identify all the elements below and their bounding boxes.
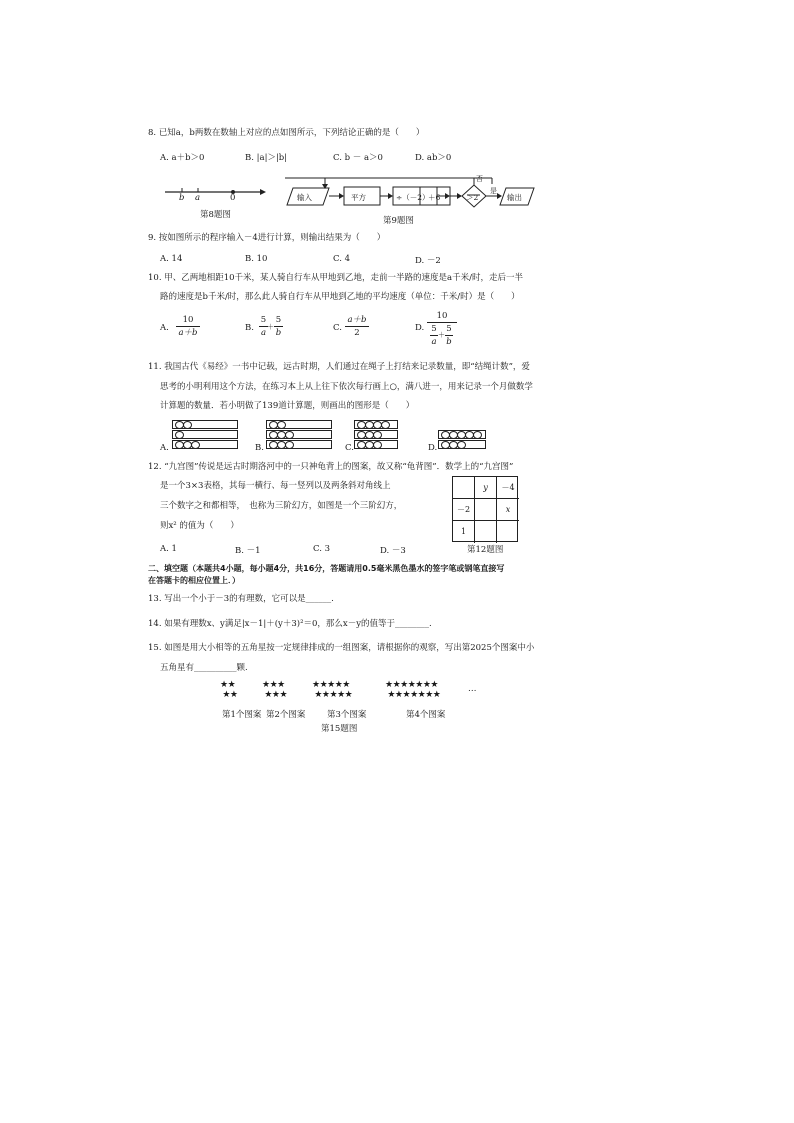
- q10-b-plus: ＋: [267, 323, 274, 331]
- q10-frac-b1: 5 a: [260, 315, 267, 338]
- q10-option-c: C.: [333, 323, 342, 333]
- grid-cell: [475, 499, 497, 521]
- q12-line1: 12. “九宫图”传说是远古时期洛河中的一只神龟背上的图案，故又称“龟背图”．数学上的“九宫图”: [148, 462, 514, 472]
- q10-option-a: A.: [160, 323, 169, 333]
- grid-cell: [497, 521, 519, 543]
- grid-cell: [475, 521, 497, 543]
- grid-cell: －2: [453, 499, 475, 521]
- flow-yes-label: 是: [490, 187, 497, 195]
- q9-fig-caption: 第9题图: [383, 216, 414, 226]
- q12-line2: 是一个3×3表格，其每一横行、每一竖列以及两条斜对角线上: [160, 481, 391, 491]
- flow-divide: ÷（－2）: [396, 193, 430, 202]
- star-ellipsis: …: [468, 684, 477, 694]
- grid-cell: 1: [453, 521, 475, 543]
- q8-option-a: A. a＋b＞0: [160, 153, 205, 163]
- grid-cell: x: [497, 499, 519, 521]
- grid-cell: －4: [497, 477, 519, 499]
- q11-figure-b: [266, 420, 336, 450]
- q12-option-b: B. －1: [235, 546, 261, 556]
- flow-input: 输入: [297, 193, 312, 202]
- flow-plus6: ＋6: [428, 193, 441, 202]
- q12-fig-caption: 第12题图: [467, 545, 504, 555]
- q12-option-a: A. 1: [160, 544, 177, 554]
- q11-figure-a: [172, 420, 242, 450]
- q11-line1: 11. 我国古代《易经》一书中记载，远古时期，人们通过在绳子上打结来记录数量，即“结绳计数”，爱: [148, 362, 530, 372]
- q10-line1: 10. 甲、乙两地相距10千米，某人骑自行车从甲地到乙地，走前一半路的速度是a千米/时，走后一半: [148, 273, 523, 283]
- q12-option-c: C. 3: [313, 544, 331, 554]
- axis-label-a: a: [195, 193, 201, 203]
- q12-option-d: D. －3: [380, 546, 406, 556]
- pattern-label-1: 第1个图案: [222, 710, 262, 720]
- q11-figure-d: [438, 420, 508, 450]
- q9-option-d: D. －2: [415, 256, 441, 266]
- section2-line2: 在答题卡的相应位置上．）: [148, 576, 240, 585]
- q9-option-a: A. 14: [160, 254, 183, 264]
- q11-option-d: D.: [428, 443, 438, 453]
- grid-cell: [453, 477, 475, 499]
- q9-option-c: C. 4: [333, 254, 351, 264]
- star-pattern-3: ★★★★★ ★★★★★: [312, 680, 353, 700]
- q11-figure-c: [354, 420, 424, 450]
- q8-option-d: D. ab＞0: [415, 153, 452, 163]
- q12-line4: 则x² 的值为（ ）: [160, 521, 239, 531]
- q10-line2: 路的速度是b千米/时，那么此人骑自行车从甲地到乙地的平均速度（单位：千米/时）是（ ）: [160, 292, 520, 302]
- pattern-label-2: 第2个图案: [266, 710, 306, 720]
- axis-label-zero: 0: [230, 193, 236, 203]
- flow-compare: ＞2: [466, 193, 479, 202]
- flow-no-label: 否: [476, 175, 483, 183]
- q11-option-b: B.: [255, 443, 264, 453]
- q10-frac-a: 10 a＋b: [176, 315, 200, 338]
- q15-line2: 五角星有__________颗.: [160, 663, 248, 673]
- q9-option-b: B. 10: [245, 254, 268, 264]
- pattern-label-4: 第4个图案: [406, 710, 446, 720]
- grid-cell: y: [475, 477, 497, 499]
- q11-option-a: A.: [160, 443, 169, 453]
- star-pattern-4: ★★★★★★★ ★★★★★★★: [385, 680, 441, 700]
- q13-text: 13. 写出一个小于－3的有理数，它可以是______.: [148, 594, 334, 604]
- q11-line2: 思考的小明利用这个方法，在练习本上从上往下依次每行画上○，满八进一，用来记录一个月做数学: [160, 382, 533, 392]
- q12-line3: 三个数字之和都相等， 也称为三阶幻方，如图是一个三阶幻方，: [160, 501, 403, 511]
- q10-option-b: B.: [245, 323, 254, 333]
- q15-line1: 15. 如图是用大小相等的五角星按一定规律排成的一组图案，请根据你的观察，写出第2025个图案中小: [148, 643, 535, 653]
- q14-text: 14. 如果有理数x、y满足|x－1|＋(y＋3)²＝0，那么x－y的值等于________.: [148, 619, 432, 629]
- q10-frac-d: 10 5 a ＋ 5 b: [427, 311, 457, 346]
- flow-square: 平方: [351, 193, 366, 202]
- q10-option-d: D.: [415, 323, 425, 333]
- axis-label-b: b: [179, 193, 185, 203]
- q9-text: 9. 按如图所示的程序输入－4进行计算，则输出结果为（ ）: [148, 233, 386, 243]
- q10-frac-c: a＋b 2: [345, 315, 369, 338]
- magic-square-grid: [452, 476, 518, 542]
- q8-text: 8. 已知a，b两数在数轴上对应的点如图所示，下列结论正确的是（ ）: [148, 128, 425, 138]
- q11-line3: 计算题的数量．若小明做了139道计算题，则画出的图形是（ ）: [160, 401, 415, 411]
- q8-option-b: B. |a|＞|b|: [245, 153, 288, 163]
- q8-fig-caption: 第8题图: [200, 210, 231, 220]
- star-pattern-1: ★★ ★★: [220, 680, 238, 700]
- star-pattern-2: ★★★ ★★★: [262, 680, 288, 700]
- q15-fig-caption: 第15题图: [321, 724, 358, 734]
- q11-option-c: C.: [345, 443, 354, 453]
- section2-line1: 二、填空题（本题共4小题，每小题4分，共16分，答题请用0.5毫米黑色墨水的签字笔或钢笔直接写: [148, 564, 505, 573]
- q10-frac-b2: 5 b: [275, 315, 282, 338]
- q8-option-c: C. b － a＞0: [333, 153, 383, 163]
- pattern-label-3: 第3个图案: [327, 710, 367, 720]
- flow-output: 输出: [507, 193, 522, 202]
